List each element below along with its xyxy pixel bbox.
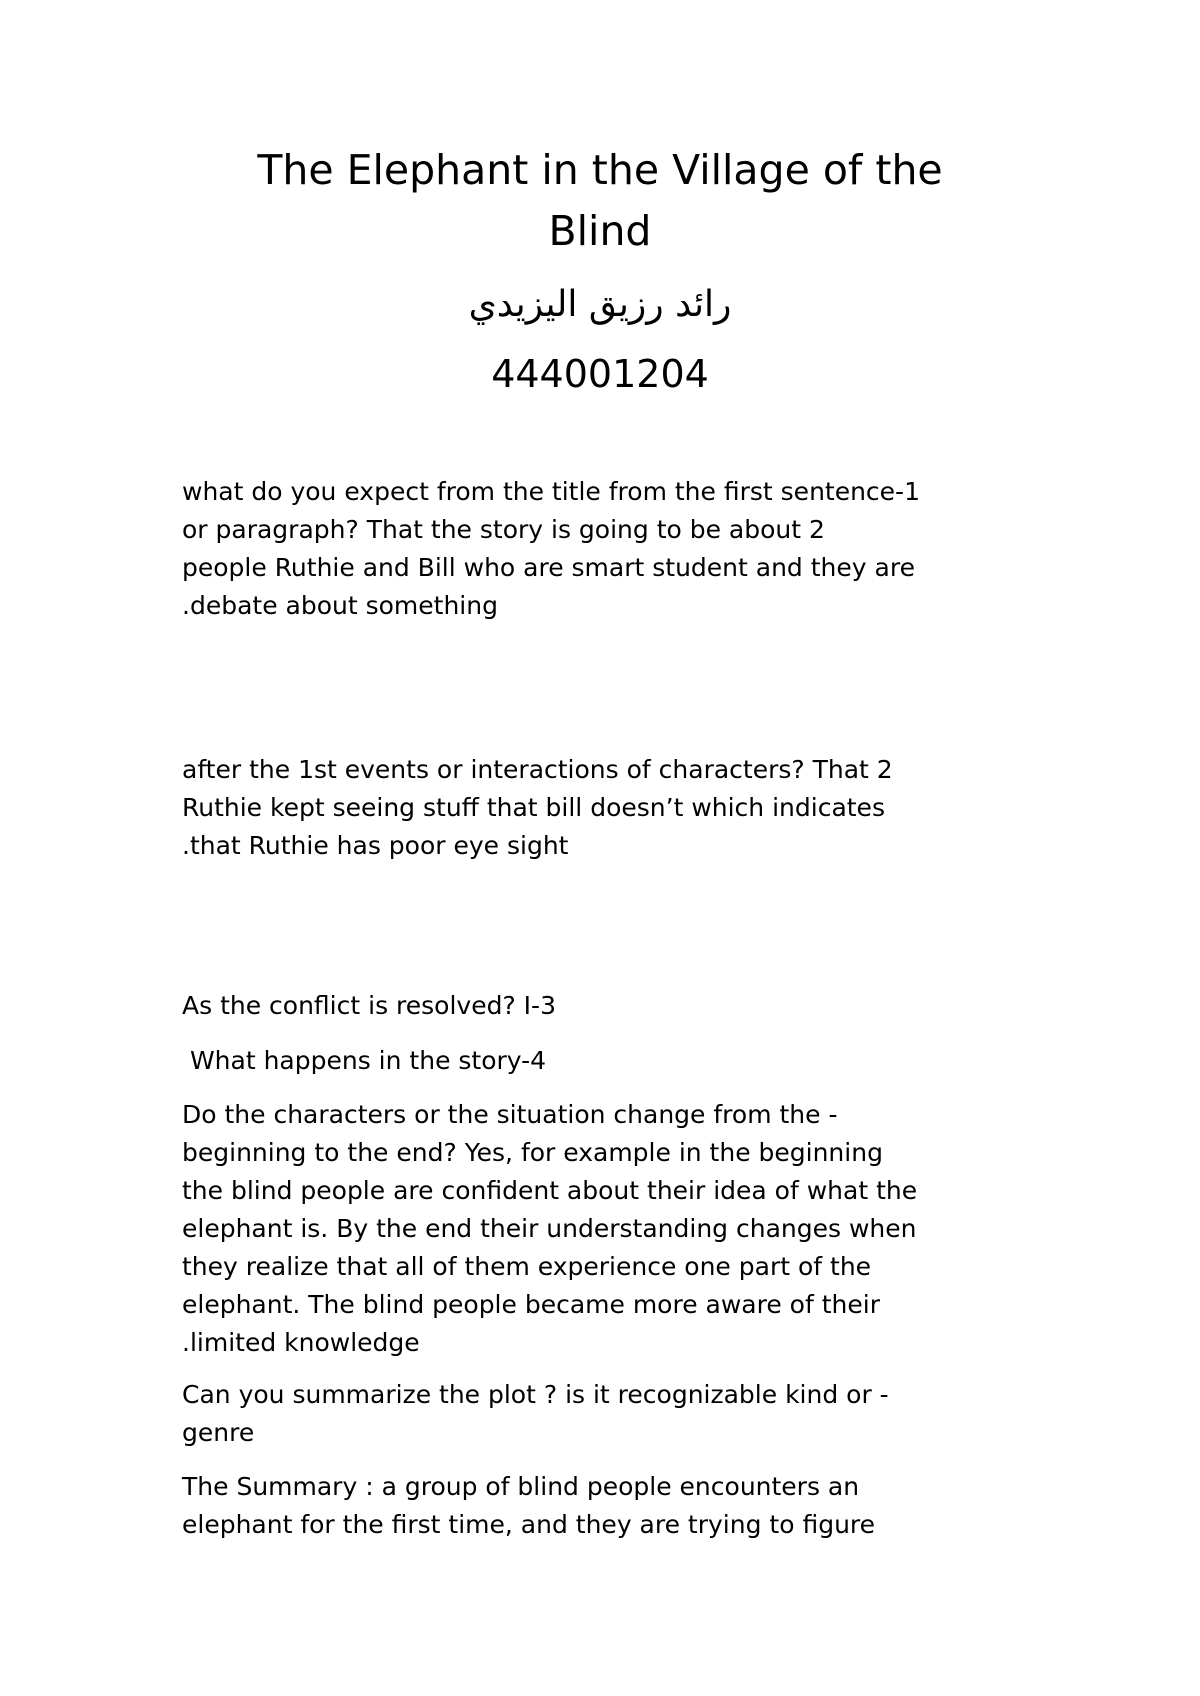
paragraph-plot-question: Can you summarize the plot ? is it recognizable kind or - genre bbox=[182, 1380, 889, 1447]
author-name: رائد رزيق اليزيدي bbox=[468, 284, 732, 325]
document-title: The Elephant in the Village of the Blind bbox=[257, 146, 943, 255]
paragraph-summary: The Summary : a group of blind people encounters an elephant for the first time, and they are trying to figure bbox=[182, 1472, 876, 1539]
paragraph-question-4: What happens in the story-4 bbox=[182, 1046, 547, 1075]
paragraph-question-3: As the conflict is resolved? I-3 bbox=[182, 991, 556, 1020]
student-id: 444001204 bbox=[491, 352, 709, 396]
paragraph-character-change: Do the characters or the situation change from the - beginning to the end? Yes, for example in the beginning the blind people are confident about their idea of what the elephant is. By the end their understanding changes when they realize that all of them experience one part of the elephant. The blind people became more aware of their .limited knowledge bbox=[182, 1100, 918, 1357]
paragraph-question-2: after the 1st events or interactions of characters? That 2 Ruthie kept seeing stuff that bill doesn’t which indicates .that Ruthie has poor eye sight bbox=[182, 755, 893, 860]
paragraph-question-1: what do you expect from the title from the first sentence-1 or paragraph? That the story is going to be about 2 people Ruthie and Bill who are smart student and they are .debate about something bbox=[182, 477, 920, 620]
